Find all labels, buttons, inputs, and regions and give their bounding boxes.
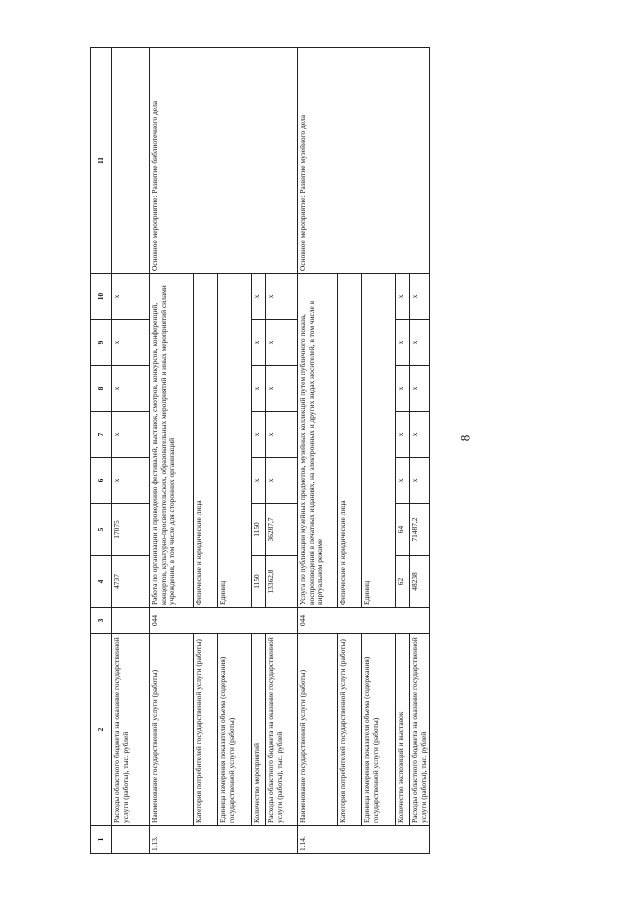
value-cell: x [112, 458, 150, 504]
row-label: Расходы областного бюджета на оказание государственной услуги (работы), тыс. рублей [410, 634, 430, 826]
table-row [298, 48, 338, 854]
row-number [112, 826, 150, 854]
value-cell: x [112, 320, 150, 366]
service-name-cell: Работа по организации и проведению фестивалей, выставок, смотров, конкурсов, конференций, концертов, культурно-просветительских, образовательных мероприятий и иных мероприятий силами учреждения, в том числе для сторонних организаций [150, 274, 194, 608]
value-cell: x [396, 458, 410, 504]
row-number: 1.14. [298, 826, 430, 854]
value-cell: x [266, 458, 298, 504]
header-cell: 11 [91, 48, 112, 274]
header-cell: 5 [91, 504, 112, 556]
header-row [91, 48, 112, 854]
header-cell: 8 [91, 366, 112, 412]
value-cell: x [266, 366, 298, 412]
row-number: 1.13. [150, 826, 298, 854]
value-cell: 36287,7 [266, 504, 298, 556]
value-cell: x [266, 412, 298, 458]
value-cell: x [112, 274, 150, 320]
row-label: Наименование государственной услуги (работы) [298, 634, 338, 826]
header-cell: 10 [91, 274, 112, 320]
row-label: Категория потребителей государственной услуги (работы) [338, 634, 362, 826]
header-cell: 7 [91, 412, 112, 458]
row-label: Категория потребителей государственной услуги (работы) [194, 634, 218, 826]
header-cell: 4 [91, 556, 112, 608]
row-label: Единица измерения показателя объема (содержания) государственной услуги (работы) [218, 634, 252, 826]
value-cell: x [410, 458, 430, 504]
value-cell: x [410, 274, 430, 320]
row-label: Расходы областного бюджета на оказание государственной услуги (работы), тыс. рублей [112, 634, 150, 826]
value-cell: x [112, 366, 150, 412]
value-cell: 4737 [112, 556, 150, 608]
value-cell: 1150 [252, 504, 266, 556]
service-name-cell: Услуга по публикации музейных предметов, музейных коллекций путем публичного показа, воспроизведения в печатных изданиях, на электронных и других видах носителей, в том числе в виртуальном режиме [298, 274, 338, 608]
table-stage [90, 48, 428, 854]
value-cell: x [252, 458, 266, 504]
value-cell: 64 [396, 504, 410, 556]
value-cell: 1150 [252, 556, 266, 608]
note-cell: Основное мероприятие: Развитие музейного дела [298, 48, 430, 274]
row-label: Наименование государственной услуги (работы) [150, 634, 194, 826]
value-cell: x [410, 412, 430, 458]
span-cell: Единиц [218, 274, 252, 608]
code-cell: 044 [150, 608, 298, 634]
value-cell: x [252, 366, 266, 412]
value-cell: x [112, 412, 150, 458]
value-cell: x [252, 412, 266, 458]
value-cell: x [410, 320, 430, 366]
value-cell: x [252, 274, 266, 320]
value-cell: x [266, 320, 298, 366]
span-cell: Единиц [362, 274, 396, 608]
row-label: Количество мероприятий [252, 634, 266, 826]
value-cell: 62 [396, 556, 410, 608]
table-row [112, 48, 150, 854]
note-cell: Основное мероприятие: Развитие библиотечного дела [150, 48, 298, 274]
value-cell: 17075 [112, 504, 150, 556]
value-cell: x [266, 274, 298, 320]
note-cell [112, 48, 150, 274]
row-label: Единица измерения показателя объема (содержания) государственной услуги (работы) [362, 634, 396, 826]
header-cell: 3 [91, 608, 112, 634]
value-cell: 71487,2 [410, 504, 430, 556]
span-cell: Физические и юридические лица [194, 274, 218, 608]
value-cell: x [396, 320, 410, 366]
table-row [150, 48, 194, 854]
value-cell: x [410, 366, 430, 412]
value-cell: 48238 [410, 556, 430, 608]
value-cell: x [396, 274, 410, 320]
value-cell: x [396, 366, 410, 412]
header-cell: 6 [91, 458, 112, 504]
value-cell: x [396, 412, 410, 458]
row-label: Расходы областного бюджета на оказание государственной услуги (работы), тыс. рублей [266, 634, 298, 826]
value-cell: 13362,8 [266, 556, 298, 608]
value-cell: x [252, 320, 266, 366]
header-cell: 9 [91, 320, 112, 366]
span-cell: Физические и юридические лица [338, 274, 362, 608]
program-table [90, 47, 430, 854]
row-label: Количество экспозиций и выставок [396, 634, 410, 826]
header-cell: 2 [91, 634, 112, 826]
page-number: 8 [457, 434, 473, 442]
code-cell [112, 608, 150, 634]
header-cell: 1 [91, 826, 112, 854]
code-cell: 044 [298, 608, 430, 634]
